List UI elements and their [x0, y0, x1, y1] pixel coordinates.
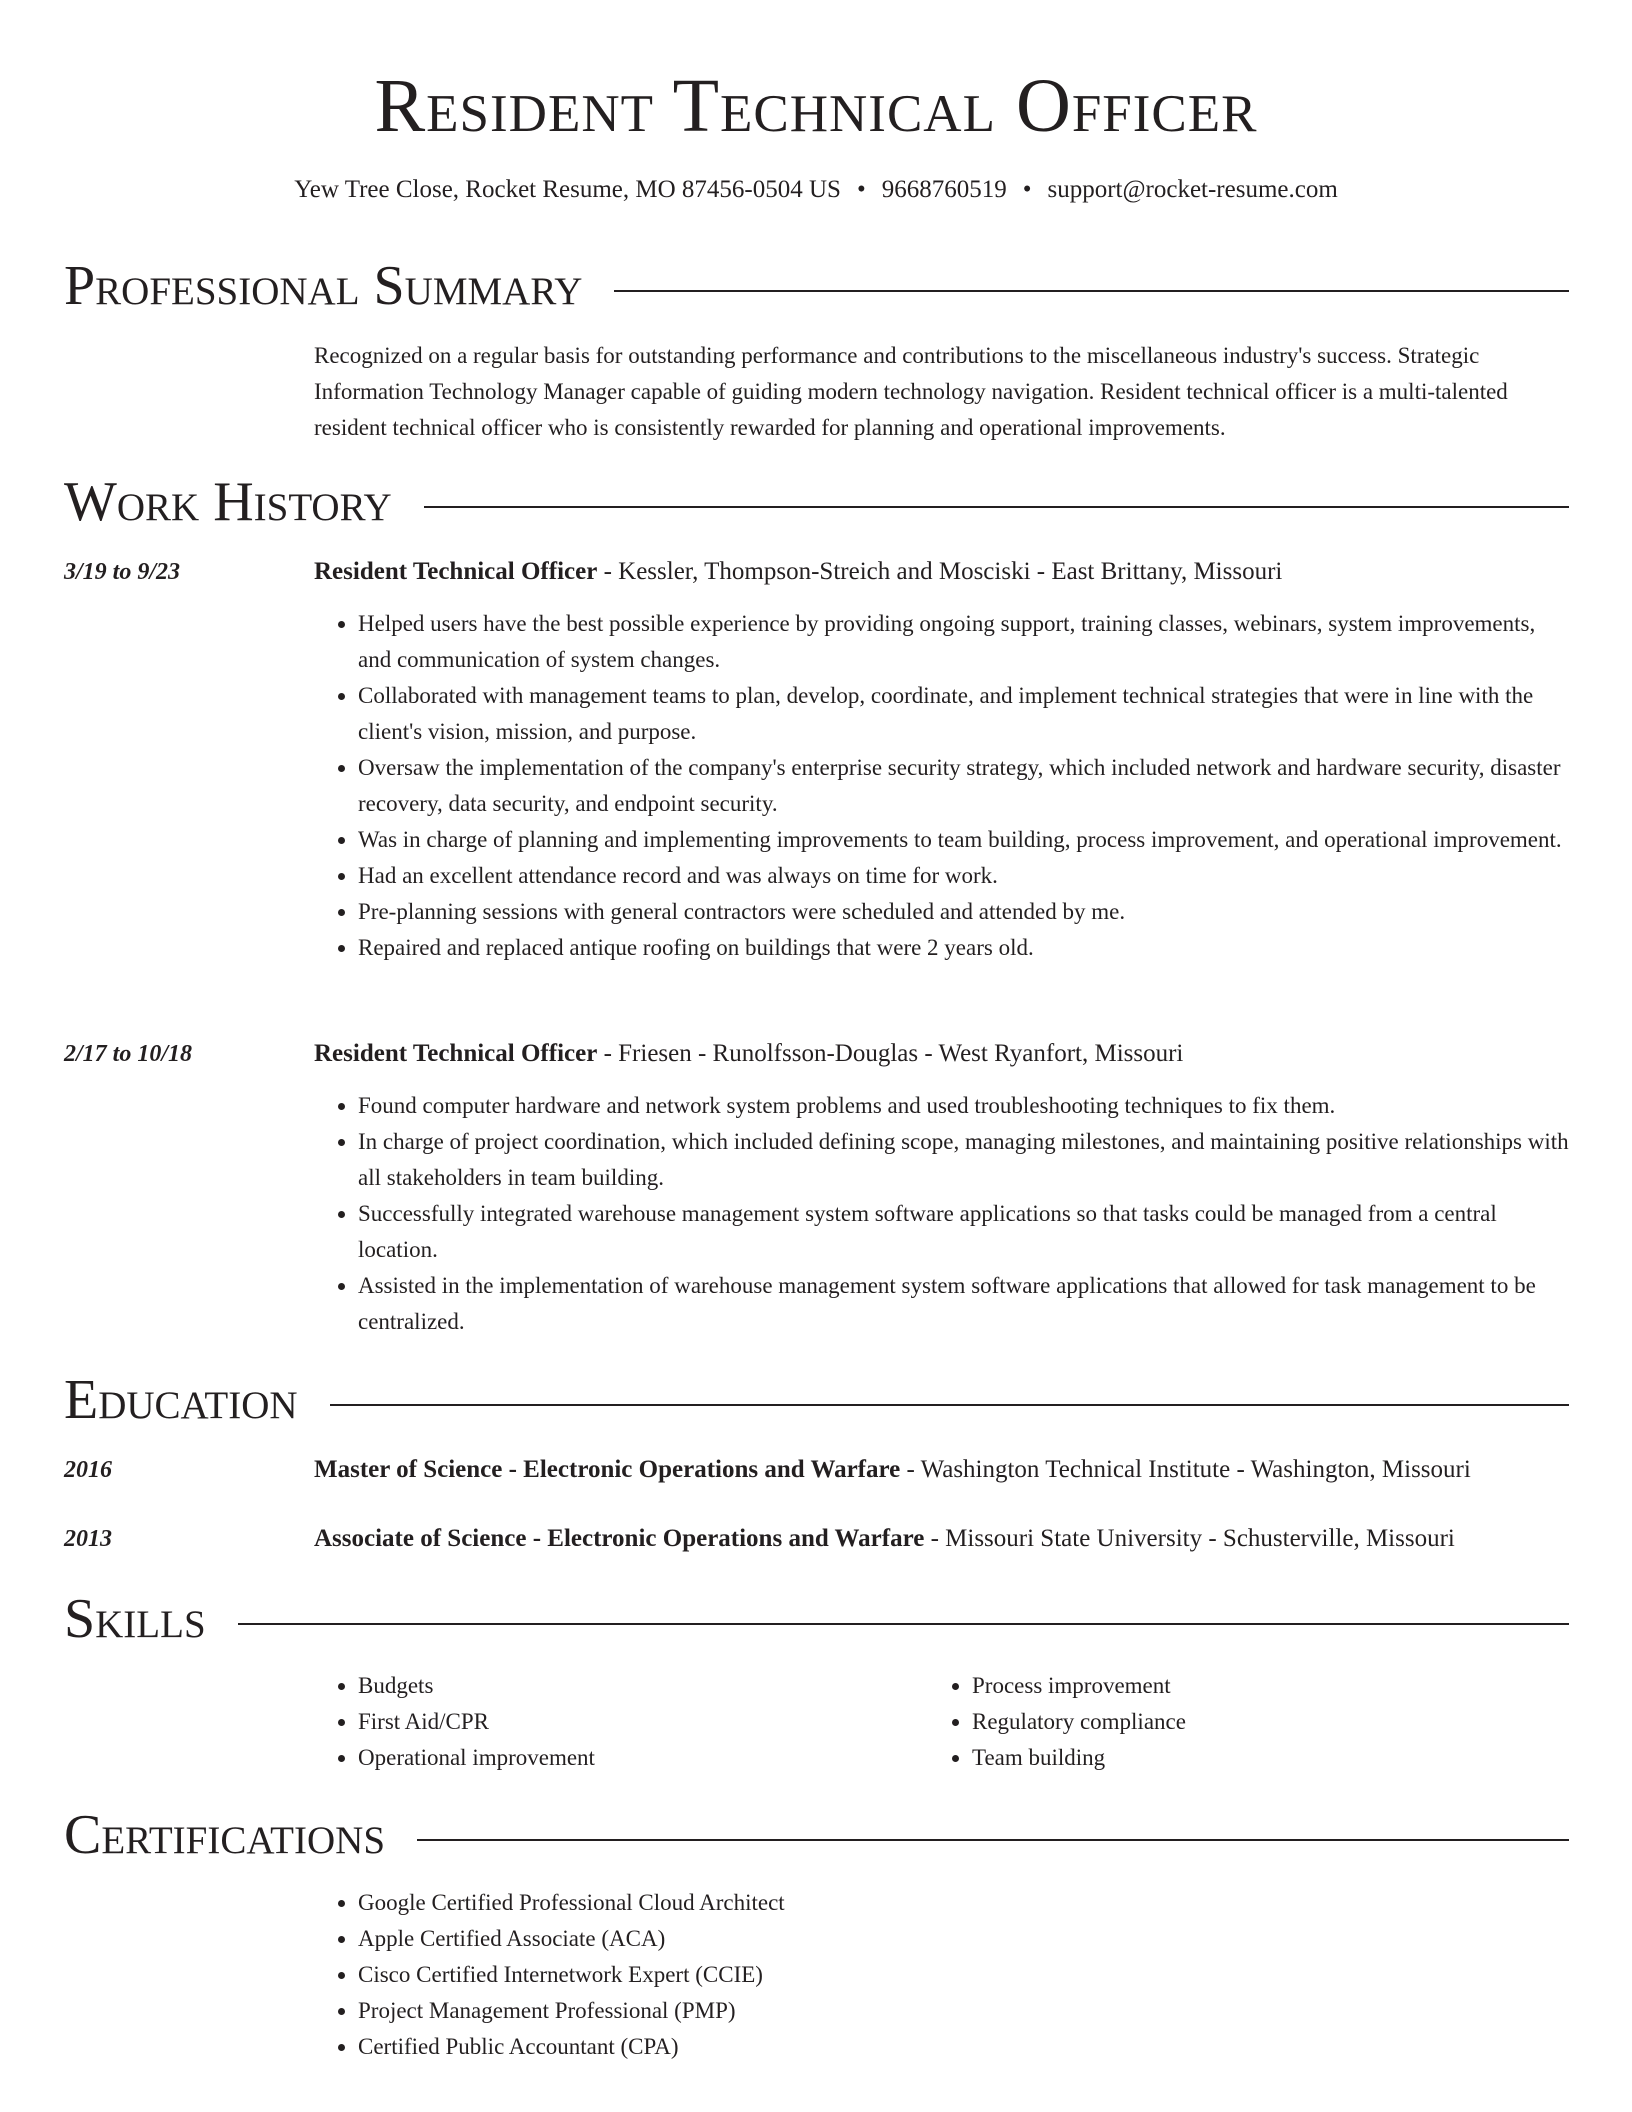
section-divider — [614, 290, 1569, 292]
skill-item: • Regulatory compliance — [972, 1704, 1572, 1740]
education-entry — [64, 1521, 1569, 1557]
job-details: - Kessler, Thompson-Streich and Mosciski - East Brittany, Missouri — [597, 558, 1283, 585]
job-bullet: • Pre-planning sessions with general contractors were scheduled and attended by me. — [358, 894, 1569, 930]
skill-item: • Operational improvement — [358, 1740, 958, 1776]
section-header-skills — [64, 1583, 1569, 1655]
contact-separator: • — [1022, 176, 1032, 203]
section-divider — [238, 1623, 1569, 1625]
contact-email: support@rocket-resume.com — [1047, 176, 1338, 203]
contact-phone: 9668760519 — [881, 176, 1007, 203]
job-dates: 3/19 to 9/23 — [64, 559, 181, 585]
certification-item: • Project Management Professional (PMP) — [358, 1993, 1558, 2029]
certification-item: • Google Certified Professional Cloud Architect — [358, 1885, 1558, 1921]
education-degree: Master of Science - Electronic Operations and Warfare — [314, 1456, 901, 1483]
education-year: 2016 — [64, 1457, 112, 1483]
education-school: - Missouri State University - Schusterville, Missouri — [924, 1525, 1455, 1552]
education-school: - Washington Technical Institute - Washington, Missouri — [900, 1456, 1471, 1483]
skill-item: • Team building — [972, 1740, 1572, 1776]
certification-item: • Apple Certified Associate (ACA) — [358, 1921, 1558, 1957]
contact-line — [0, 172, 1632, 208]
section-divider — [330, 1404, 1569, 1406]
certification-item: • Certified Public Accountant (CPA) — [358, 2029, 1558, 2065]
job-bullet: • Found computer hardware and network system problems and used troubleshooting techniques to fix them. — [358, 1088, 1569, 1124]
job-bullets — [314, 606, 1569, 966]
job-header — [314, 1036, 1569, 1072]
job-details: - Friesen - Runolfsson-Douglas - West Ryanfort, Missouri — [597, 1040, 1184, 1067]
job-dates: 2/17 to 10/18 — [64, 1041, 193, 1067]
education-degree: Associate of Science - Electronic Operations and Warfare — [314, 1525, 925, 1552]
education-year: 2013 — [64, 1526, 112, 1552]
education-detail — [314, 1521, 1455, 1557]
section-title: Education — [64, 1369, 298, 1431]
section-title: Skills — [64, 1588, 206, 1650]
job-header — [314, 554, 1569, 590]
job-bullet: • Had an excellent attendance record and was always on time for work. — [358, 858, 1569, 894]
job-bullet: • In charge of project coordination, which included defining scope, managing milestones, and maintaining positive relationships with all stakeholders in team building. — [358, 1124, 1569, 1196]
job-bullet: • Was in charge of planning and implementing improvements to team building, process improvement, and operational improvement. — [358, 822, 1569, 858]
job-role: Resident Technical Officer — [314, 558, 598, 585]
section-title: Professional Summary — [64, 255, 583, 317]
section-divider — [417, 1839, 1569, 1841]
job-bullet: • Successfully integrated warehouse management system software applications so that tasks could be managed from a central location. — [358, 1196, 1569, 1268]
section-header-summary — [64, 250, 1569, 322]
skill-item: • Process improvement — [972, 1668, 1572, 1704]
section-header-work — [64, 466, 1569, 538]
job-bullet: • Assisted in the implementation of warehouse management system software applications that allowed for task management to be centralized. — [358, 1268, 1569, 1340]
education-detail — [314, 1452, 1471, 1488]
summary-text: Recognized on a regular basis for outstanding performance and contributions to the miscellaneous industry's success. Strategic Information Technology Manager capable of guiding modern technology navigation. Resident technical officer is a multi-talented resident technical officer who is consistently rewarded for planning and operational improvements. — [314, 343, 1508, 440]
section-title: Work History — [64, 471, 392, 533]
job-role: Resident Technical Officer — [314, 1040, 598, 1067]
section-header-certifications — [64, 1799, 1569, 1871]
job-bullet: • Helped users have the best possible experience by providing ongoing support, training classes, webinars, system improvements, and communication of system changes. — [358, 606, 1569, 678]
job-bullets — [314, 1088, 1569, 1340]
skill-item: • First Aid/CPR — [358, 1704, 958, 1740]
section-divider — [424, 506, 1569, 508]
job-bullet: • Collaborated with management teams to plan, develop, coordinate, and implement technical strategies that were in line with the client's vision, mission, and purpose. — [358, 678, 1569, 750]
section-title: Certifications — [64, 1804, 386, 1866]
resume-name: Resident Technical Officer — [374, 64, 1258, 148]
job-bullet: • Oversaw the implementation of the company's enterprise security strategy, which included network and hardware security, disaster recovery, data security, and endpoint security. — [358, 750, 1569, 822]
contact-address: Yew Tree Close, Rocket Resume, MO 87456-0504 US — [294, 176, 841, 203]
section-header-education — [64, 1364, 1569, 1436]
education-entry — [64, 1452, 1569, 1488]
contact-separator: • — [856, 176, 866, 203]
certifications-list — [314, 1885, 1558, 2065]
certification-item: • Cisco Certified Internetwork Expert (CCIE) — [358, 1957, 1558, 1993]
skills-list-right — [928, 1668, 1572, 1776]
skills-list-left — [314, 1668, 958, 1776]
job-bullet: • Repaired and replaced antique roofing on buildings that were 2 years old. — [358, 930, 1569, 966]
skill-item: • Budgets — [358, 1668, 958, 1704]
